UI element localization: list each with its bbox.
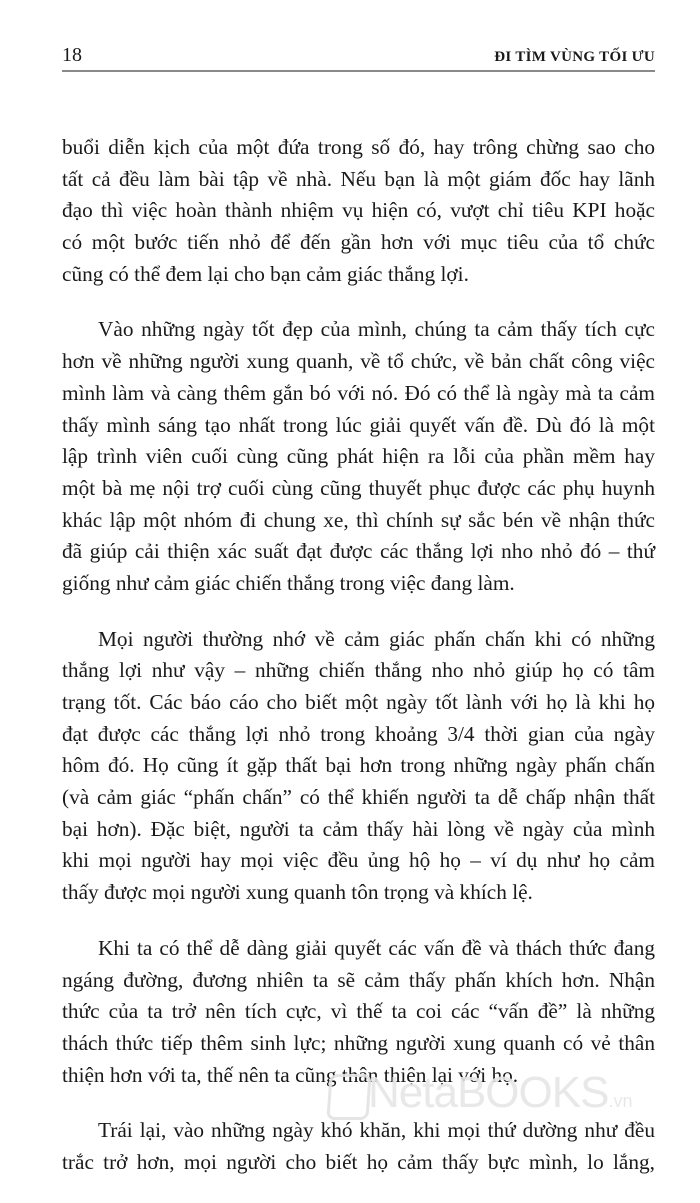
running-title: ĐI TÌM VÙNG TỐI ƯU	[494, 49, 655, 65]
text-line: (và cảm giác “phấn chấn” có thể khiến người ta dễ chấp nhận thất	[62, 785, 655, 810]
text-line: hôm đó. Họ cũng ít gặp thất bại hơn trong những ngày phấn chấn	[62, 753, 655, 778]
text-line: thấy mình sáng tạo nhất trong lúc giải quyết vấn đề. Dù đó là một	[62, 412, 655, 437]
text-line: mình làm và càng thêm gắn bó với nó. Đó có thể là ngày mà ta cảm	[62, 380, 655, 405]
text-line: giống như cảm giác chiến thắng trong việc đang làm.	[62, 570, 515, 595]
page-body	[62, 132, 655, 1203]
running-header	[62, 44, 655, 72]
watermark-suffix: .vn	[608, 1091, 633, 1111]
text-line: khi mọi người hay mọi việc đều ủng hộ họ – ví dụ như họ cảm	[62, 848, 655, 873]
paragraph	[62, 624, 655, 909]
text-line: trạng tốt. Các báo cáo cho biết một ngày tốt lành với họ là khi họ	[62, 690, 655, 714]
paragraph	[62, 132, 655, 290]
text-line: buổi diễn kịch của một đứa trong số đó, hay trông chừng sao cho	[62, 135, 655, 159]
text-line: thiện hơn với ta, thế nên ta cũng thân thiện lại với họ.	[62, 1062, 519, 1087]
text-line: Mọi người thường nhớ về cảm giác phấn chấn khi có những	[98, 626, 655, 651]
watermark	[368, 1068, 632, 1118]
text-line: thức của ta trở nên tích cực, vì thế ta coi các “vấn đề” là những	[62, 999, 655, 1024]
paragraph	[62, 1115, 655, 1178]
watermark-logo-icon	[326, 1074, 371, 1120]
text-line: Vào những ngày tốt đẹp của mình, chúng ta cảm thấy tích cực	[98, 317, 655, 342]
text-line: đạt được các thắng lợi nhỏ trong khoảng 3/4 thời gian của ngày	[62, 721, 655, 746]
text-line: thắng lợi như vậy – những chiến thắng nho nhỏ giúp họ có tâm	[62, 658, 655, 683]
text-line: ngáng đường, đương nhiên ta sẽ cảm thấy phấn khích hơn. Nhận	[62, 967, 655, 992]
text-line: cũng có thể đem lại cho bạn cảm giác thắng lợi.	[62, 261, 469, 286]
watermark-brand: NetaBOOKS	[368, 1068, 609, 1117]
text-line: thấy được mọi người xung quanh tôn trọng và khích lệ.	[62, 880, 533, 905]
text-line: lập trình viên cuối cùng cũng phát hiện ra lỗi của phần mềm hay	[62, 444, 655, 469]
text-line: hơn về những người xung quanh, về tổ chức, về bản chất công việc	[62, 349, 655, 374]
text-line: khác lập một nhóm đi chung xe, thì chính sự sắc bén về nhận thức	[62, 507, 655, 532]
text-line: có một bước tiến nhỏ để đến gần hơn với mục tiêu của tổ chức	[62, 230, 655, 255]
text-line: thách thức tiếp thêm sinh lực; những người xung quanh có vẻ thân	[62, 1030, 655, 1055]
text-line: đạo thì việc hoàn thành nhiệm vụ hiện có, vượt chỉ tiêu KPI hoặc	[62, 198, 655, 223]
text-line: Khi ta có thể dễ dàng giải quyết các vấn đề và thách thức đang	[98, 935, 655, 960]
text-line: một bà mẹ nội trợ cuối cùng cũng thuyết phục được các phụ huynh	[62, 475, 655, 500]
page-number: 18	[62, 44, 82, 66]
text-line: tất cả đều làm bài tập về nhà. Nếu bạn là một giám đốc hay lãnh	[62, 166, 655, 191]
text-line: Trái lại, vào những ngày khó khăn, khi mọi thứ dường như đều	[98, 1118, 655, 1143]
text-line: trắc trở hơn, mọi người cho biết họ cảm thấy bực mình, lo lắng,	[62, 1149, 655, 1174]
text-line: đã giúp cải thiện xác suất đạt được các thắng lợi nho nhỏ đó – thứ	[62, 539, 655, 564]
paragraph	[62, 314, 655, 599]
text-line: bại hơn). Đặc biệt, người ta cảm thấy hài lòng về ngày của mình	[62, 816, 655, 841]
